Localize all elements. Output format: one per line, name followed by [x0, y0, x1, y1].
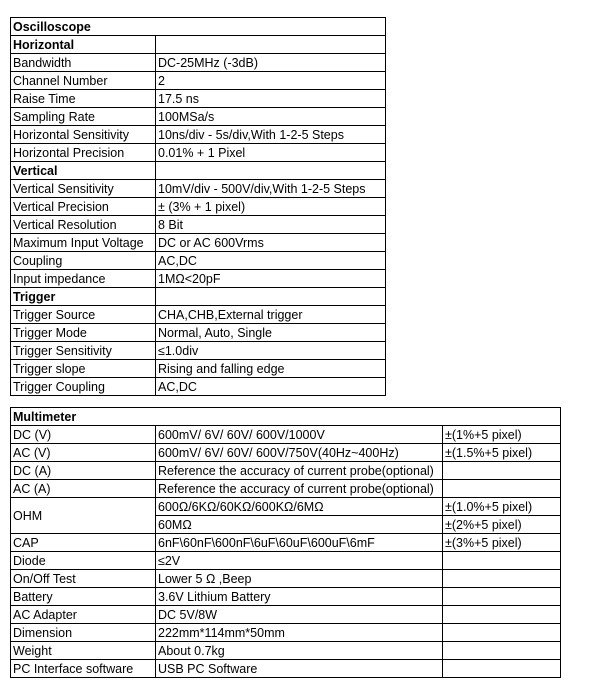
spec-name: Trigger Mode	[11, 324, 156, 342]
spec-name: Horizontal Sensitivity	[11, 126, 156, 144]
table-row	[11, 498, 561, 516]
spec-value: 100MSa/s	[156, 108, 386, 126]
spec-name: AC (A)	[11, 480, 156, 498]
spec-name: AC (V)	[11, 444, 156, 462]
spec-name: Raise Time	[11, 90, 156, 108]
section-heading: Vertical	[11, 162, 156, 180]
spec-accuracy	[443, 624, 561, 642]
spec-name: Vertical Precision	[11, 198, 156, 216]
spec-name: Vertical Resolution	[11, 216, 156, 234]
spec-range: 600mV/ 6V/ 60V/ 600V/750V(40Hz~400Hz)	[156, 444, 443, 462]
table-row	[11, 144, 386, 162]
spec-name: Vertical Sensitivity	[11, 180, 156, 198]
oscilloscope-title: Oscilloscope	[11, 18, 386, 36]
spec-range: 600mV/ 6V/ 60V/ 600V/1000V	[156, 426, 443, 444]
spec-name: Coupling	[11, 252, 156, 270]
table-row	[11, 54, 386, 72]
spec-accuracy: ±(1.0%+5 pixel)	[443, 498, 561, 516]
spec-value: AC,DC	[156, 252, 386, 270]
spec-name: Weight	[11, 642, 156, 660]
spec-name: DC (V)	[11, 426, 156, 444]
spec-accuracy	[443, 606, 561, 624]
section-heading-empty-cell	[156, 36, 386, 54]
spec-accuracy	[443, 588, 561, 606]
spec-range: 6nF\60nF\600nF\6uF\60uF\600uF\6mF	[156, 534, 443, 552]
spec-accuracy	[443, 642, 561, 660]
spec-accuracy	[443, 570, 561, 588]
table-row	[11, 270, 386, 288]
spec-range: 60MΩ	[156, 516, 443, 534]
spec-accuracy: ±(2%+5 pixel)	[443, 516, 561, 534]
spec-value: Rising and falling edge	[156, 360, 386, 378]
spec-name: Bandwidth	[11, 54, 156, 72]
spec-range: Lower 5 Ω ,Beep	[156, 570, 443, 588]
table-row	[11, 642, 561, 660]
spec-name: Trigger Source	[11, 306, 156, 324]
spec-range: About 0.7kg	[156, 642, 443, 660]
table-row	[11, 72, 386, 90]
spec-range: 222mm*114mm*50mm	[156, 624, 443, 642]
spec-name: Dimension	[11, 624, 156, 642]
spec-accuracy	[443, 480, 561, 498]
spec-value: 17.5 ns	[156, 90, 386, 108]
table-row	[11, 588, 561, 606]
spec-value: 1MΩ<20pF	[156, 270, 386, 288]
section-heading-empty-cell	[156, 288, 386, 306]
spec-range: ≤2V	[156, 552, 443, 570]
table-row	[11, 90, 386, 108]
table-row	[11, 198, 386, 216]
oscilloscope-spec-table	[10, 17, 386, 396]
table-row	[11, 534, 561, 552]
table-row	[11, 252, 386, 270]
spec-value: 10mV/div - 500V/div,With 1-2-5 Steps	[156, 180, 386, 198]
table-row	[11, 342, 386, 360]
spec-value: ± (3% + 1 pixel)	[156, 198, 386, 216]
spec-accuracy: ±(1.5%+5 pixel)	[443, 444, 561, 462]
spec-name: OHM	[11, 498, 156, 534]
spec-accuracy	[443, 552, 561, 570]
spec-name: Trigger Sensitivity	[11, 342, 156, 360]
spec-range: Reference the accuracy of current probe(optional)	[156, 480, 443, 498]
spec-name: Channel Number	[11, 72, 156, 90]
spec-name: Input impedance	[11, 270, 156, 288]
spec-range: DC 5V/8W	[156, 606, 443, 624]
spec-value: DC-25MHz (-3dB)	[156, 54, 386, 72]
section-heading: Horizontal	[11, 36, 156, 54]
spec-name: Sampling Rate	[11, 108, 156, 126]
spec-accuracy: ±(3%+5 pixel)	[443, 534, 561, 552]
table-row	[11, 234, 386, 252]
spec-accuracy	[443, 660, 561, 678]
spec-value: 8 Bit	[156, 216, 386, 234]
spec-value: 10ns/div - 5s/div,With 1-2-5 Steps	[156, 126, 386, 144]
spec-name: Battery	[11, 588, 156, 606]
spec-range: 600Ω/6KΩ/60KΩ/600KΩ/6MΩ	[156, 498, 443, 516]
table-row	[11, 552, 561, 570]
table-row	[11, 108, 386, 126]
spec-accuracy	[443, 462, 561, 480]
spec-value: ≤1.0div	[156, 342, 386, 360]
spec-name: Trigger Coupling	[11, 378, 156, 396]
table-row	[11, 462, 561, 480]
spec-value: 0.01% + 1 Pixel	[156, 144, 386, 162]
spec-name: AC Adapter	[11, 606, 156, 624]
spec-range: Reference the accuracy of current probe(optional)	[156, 462, 443, 480]
table-row	[11, 444, 561, 462]
spec-name: Trigger slope	[11, 360, 156, 378]
table-row	[11, 426, 561, 444]
table-row	[11, 606, 561, 624]
table-row	[11, 378, 386, 396]
table-row	[11, 180, 386, 198]
table-row	[11, 480, 561, 498]
spec-value: 2	[156, 72, 386, 90]
spec-name: CAP	[11, 534, 156, 552]
spec-range: USB PC Software	[156, 660, 443, 678]
spec-range: 3.6V Lithium Battery	[156, 588, 443, 606]
multimeter-spec-table	[10, 407, 561, 678]
table-row	[11, 324, 386, 342]
spec-accuracy: ±(1%+5 pixel)	[443, 426, 561, 444]
section-heading: Trigger	[11, 288, 156, 306]
spec-name: DC (A)	[11, 462, 156, 480]
multimeter-title: Multimeter	[11, 408, 561, 426]
table-row	[11, 660, 561, 678]
table-row	[11, 216, 386, 234]
table-row	[11, 306, 386, 324]
section-heading-empty-cell	[156, 162, 386, 180]
spec-name: Horizontal Precision	[11, 144, 156, 162]
table-row	[11, 624, 561, 642]
table-row	[11, 570, 561, 588]
table-row	[11, 126, 386, 144]
spec-name: Maximum Input Voltage	[11, 234, 156, 252]
spec-value: CHA,CHB,External trigger	[156, 306, 386, 324]
spec-name: On/Off Test	[11, 570, 156, 588]
spec-name: PC Interface software	[11, 660, 156, 678]
spec-value: DC or AC 600Vrms	[156, 234, 386, 252]
spec-value: Normal, Auto, Single	[156, 324, 386, 342]
spec-name: Diode	[11, 552, 156, 570]
table-row	[11, 360, 386, 378]
spec-value: AC,DC	[156, 378, 386, 396]
